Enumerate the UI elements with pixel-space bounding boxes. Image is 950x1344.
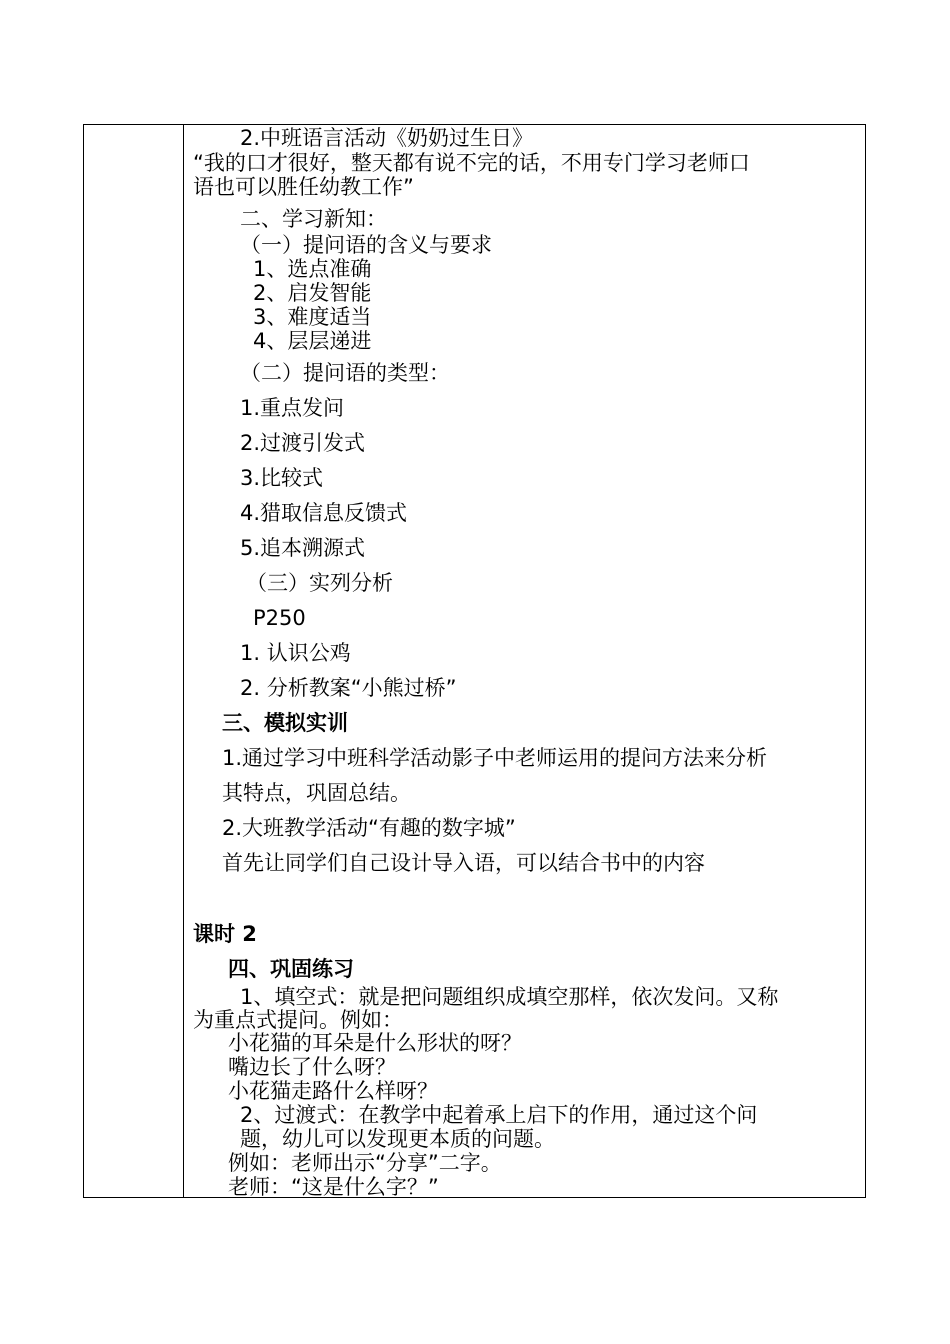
example-line: 老师：“这是什么字？”	[228, 1175, 439, 1199]
subsection-heading: （一）提问语的含义与要求	[240, 233, 492, 257]
text-line: 题，幼儿可以发现更本质的问题。	[240, 1127, 555, 1151]
subsection-heading: （三）实列分析	[246, 571, 393, 595]
section-heading: 三、模拟实训	[222, 711, 348, 735]
list-item: 3、难度适当	[253, 305, 372, 329]
list-item: 1、选点准确	[253, 257, 372, 281]
lesson-period-label: 课时 2	[193, 922, 257, 946]
text-line: “我的口才很好，整天都有说不完的话，不用专门学习老师口	[193, 151, 750, 175]
list-item: 2.过渡引发式	[240, 431, 366, 455]
list-item: 4、层层递进	[253, 329, 372, 353]
list-item: 3.比较式	[240, 466, 324, 490]
section-heading: 四、巩固练习	[228, 957, 354, 981]
column-divider	[183, 125, 184, 1197]
list-item: 5.追本溯源式	[240, 536, 366, 560]
list-item: 1.重点发问	[240, 396, 345, 420]
example-line: 小花猫的耳朵是什么形状的呀？	[228, 1031, 522, 1055]
list-item: 2、启发智能	[253, 281, 372, 305]
text-line: 语也可以胜任幼教工作”	[193, 175, 414, 199]
text-line: 首先让同学们自己设计导入语，可以结合书中的内容	[222, 851, 705, 875]
text-line: 1.通过学习中班科学活动影子中老师运用的提问方法来分析	[222, 746, 768, 770]
list-item: 1. 认识公鸡	[240, 641, 351, 665]
text-line: 1、填空式：就是把问题组织成填空那样，依次发问。又称	[240, 985, 779, 1009]
list-item: 4.猎取信息反馈式	[240, 501, 408, 525]
section-heading: 二、学习新知：	[240, 207, 387, 231]
example-line: 小花猫走路什么样呀？	[228, 1079, 438, 1103]
text-line: 2.中班语言活动《奶奶过生日》	[240, 126, 534, 150]
example-line: 嘴边长了什么呀？	[228, 1055, 396, 1079]
list-item: 2. 分析教案“小熊过桥”	[240, 676, 457, 700]
text-line: 其特点，巩固总结。	[222, 781, 411, 805]
page-reference: P250	[253, 606, 306, 630]
text-line: 2.大班教学活动“有趣的数字城”	[222, 816, 516, 840]
text-line: 为重点式提问。例如：	[193, 1008, 403, 1032]
example-line: 例如：老师出示“分享”二字。	[228, 1151, 502, 1175]
subsection-heading: （二）提问语的类型：	[240, 361, 450, 385]
text-line: 2、过渡式：在教学中起着承上启下的作用，通过这个问	[240, 1103, 758, 1127]
